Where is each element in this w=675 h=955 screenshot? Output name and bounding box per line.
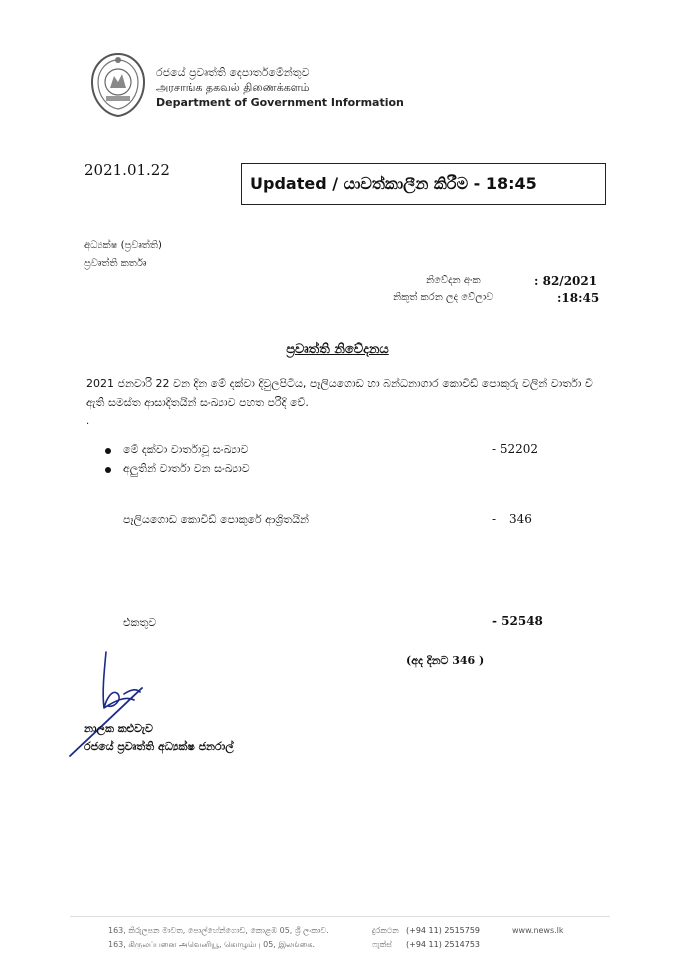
footer-address-sinhala: 163, කිරුලපන මාවත, පොල්හේන්ගොඩ, කොළඹ 05, ශ්‍රී ලංකාව. — [108, 926, 329, 935]
item-value-reported-to-date: - 52202 — [492, 442, 539, 456]
bullet-icon — [105, 467, 111, 473]
footer-divider — [70, 916, 610, 917]
intro-paragraph: 2021 ජනවාරි 22 වන දින මේ දක්වා දිවුලපිටිය, පෑලියගොඩ හා බන්ධනාගාර කොවිඩ් පොකුරු වලින් වාර්තා වී ඇති සමස්ත ආසාදිතයින් සංඛ්‍යාව පහත පරිදි වේ. — [86, 377, 593, 409]
today-note: (අද දිනට 346 ) — [406, 654, 485, 667]
footer-website: www.news.lk — [512, 926, 564, 935]
sub-item-dash: - — [492, 512, 497, 526]
total-value: - 52548 — [492, 614, 543, 628]
footer-phone-label: දුරකථන — [372, 926, 399, 935]
issued-time-label: නිකුත් කරන ලද වේලාව — [393, 292, 494, 303]
addressee-line-1: අධ්‍යක්ෂ (ප්‍රවෘත්ති) — [84, 240, 162, 251]
signatory-title: රජයේ ප්‍රවෘත්ති අධ්‍යක්ෂ ජනරාල් — [84, 740, 234, 753]
footer-address-tamil: 163, கிருலப்பனை அவெனியூ, கொழும்பு 05, இலங்கை. — [108, 940, 316, 949]
release-number-value: : 82/2021 — [534, 274, 598, 288]
sub-item-value: 346 — [509, 512, 532, 526]
sub-item-label: පෑලියගොඩ කොවිඩ් පොකුරේ ආශ්‍රිතයින් — [123, 513, 309, 526]
org-name-english: Department of Government Information — [156, 96, 404, 109]
total-label: එකතුව — [123, 616, 157, 629]
release-date: 2021.01.22 — [84, 161, 170, 179]
bullet-icon — [105, 448, 111, 454]
org-name-tamil: அரசாங்க தகவல் திணைக்களம் — [156, 81, 310, 94]
issued-time-value: :18:45 — [557, 291, 600, 305]
item-label-reported-to-date: මේ දක්වා වාර්තාවූ සංඛ්‍යාව — [123, 443, 249, 456]
press-release-heading: ප්‍රවෘත්ති නිවේදනය — [286, 342, 389, 357]
stray-mark: . — [86, 416, 90, 427]
update-banner: Updated / යාවත්කාලීන කිරීම - 18:45 — [241, 163, 606, 205]
signatory-name: නාලක කළුවැව — [84, 722, 153, 735]
footer-fax-label: ෆැක්ස් — [372, 940, 392, 949]
release-number-label: නිවේදන අංක — [426, 275, 481, 286]
addressee-line-2: ප්‍රවෘත්ති කර්තෘ — [84, 258, 147, 269]
item-label-newly-reported: අලුතින් වාර්තා වන සංඛ්‍යාව — [123, 462, 250, 475]
government-emblem-logo — [88, 52, 148, 118]
org-name-sinhala: රජයේ ප්‍රවෘත්ති දෙපාර්තමේන්තුව — [156, 66, 310, 79]
footer-phone: (+94 11) 2515759 — [406, 926, 481, 935]
footer-fax: (+94 11) 2514753 — [406, 940, 481, 949]
